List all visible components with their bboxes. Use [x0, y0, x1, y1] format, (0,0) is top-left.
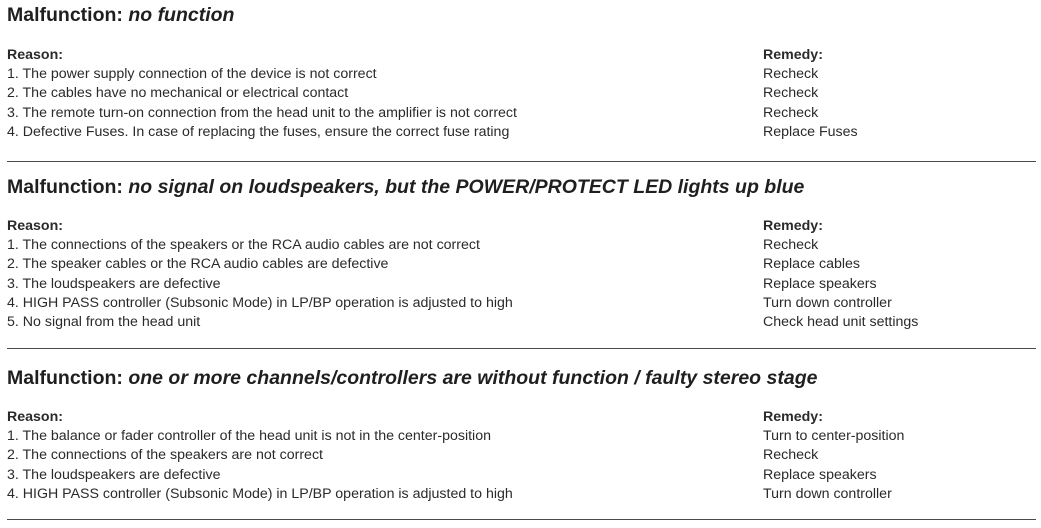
- reason-text: 1. The connections of the speakers or the RCA audio cables are not correct: [7, 237, 480, 253]
- malfunction-rows: [0, 427, 1041, 504]
- malfunction-section-no-signal: [0, 175, 1041, 345]
- table-row: [0, 123, 1041, 142]
- remedy-text: Recheck: [763, 104, 819, 121]
- malfunction-prefix: Malfunction:: [7, 176, 123, 198]
- malfunction-title: one or more channels/controllers are without function / faulty stereo stage: [128, 367, 818, 389]
- reason-text: 4. Defective Fuses. In case of replacing the fuses, ensure the correct fuse rating: [7, 123, 510, 140]
- section-divider: [7, 348, 1036, 349]
- reason-text: 3. The loudspeakers are defective: [7, 275, 221, 292]
- section-divider: [7, 161, 1036, 162]
- reason-text: 4. HIGH PASS controller (Subsonic Mode) in LP/BP operation is adjusted to high: [7, 294, 513, 311]
- remedy-text: Turn to center-position: [763, 428, 905, 444]
- remedy-text: Recheck: [763, 66, 819, 82]
- reason-label: Reason:: [7, 218, 63, 234]
- reason-text: 2. The connections of the speakers are not correct: [7, 447, 323, 464]
- remedy-text: Replace Fuses: [763, 123, 858, 140]
- reason-text: 1. The balance or fader controller of the head unit is not in the center-position: [7, 428, 491, 444]
- malfunction-rows: [0, 236, 1041, 332]
- reason-text: 2. The speaker cables or the RCA audio cables are defective: [7, 256, 389, 273]
- malfunction-rows: [0, 65, 1041, 142]
- reason-text: 3. The remote turn-on connection from the head unit to the amplifier is not correct: [7, 104, 517, 121]
- remedy-text: Check head unit settings: [763, 314, 919, 331]
- malfunction-section-no-function: [0, 3, 1041, 163]
- malfunction-heading: [7, 3, 234, 27]
- table-row: [0, 255, 1041, 274]
- malfunction-title: no signal on loudspeakers, but the POWER/PROTECT LED lights up blue: [128, 176, 805, 198]
- remedy-text: Replace speakers: [763, 275, 877, 292]
- remedy-text: Recheck: [763, 447, 819, 464]
- reason-text: 1. The power supply connection of the device is not correct: [7, 66, 377, 82]
- reason-label: Reason:: [7, 47, 63, 63]
- reason-text: 3. The loudspeakers are defective: [7, 466, 221, 483]
- reason-text: 5. No signal from the head unit: [7, 314, 201, 331]
- section-divider: [7, 519, 1036, 520]
- table-row: [0, 104, 1041, 123]
- remedy-label: Remedy:: [763, 409, 823, 425]
- remedy-text: Recheck: [763, 85, 819, 102]
- table-row: [0, 485, 1041, 504]
- remedy-text: Replace cables: [763, 256, 861, 273]
- remedy-text: Turn down controller: [763, 294, 892, 311]
- reason-label: Reason:: [7, 409, 63, 425]
- table-row: [0, 446, 1041, 465]
- table-row: [0, 275, 1041, 294]
- malfunction-heading: [7, 366, 817, 390]
- table-row: [0, 84, 1041, 103]
- table-row: [0, 466, 1041, 485]
- remedy-label: Remedy:: [763, 47, 823, 63]
- remedy-text: Replace speakers: [763, 466, 877, 483]
- table-row: [0, 313, 1041, 332]
- remedy-text: Recheck: [763, 237, 819, 253]
- reason-text: 2. The cables have no mechanical or electrical contact: [7, 85, 349, 102]
- table-row: [0, 65, 1041, 84]
- malfunction-section-faulty-stereo: [0, 366, 1041, 516]
- table-row: [0, 294, 1041, 313]
- malfunction-heading: [7, 175, 804, 199]
- table-row: [0, 236, 1041, 255]
- table-row: [0, 427, 1041, 446]
- malfunction-title: no function: [128, 4, 235, 26]
- remedy-text: Turn down controller: [763, 485, 892, 502]
- malfunction-prefix: Malfunction:: [7, 367, 123, 389]
- reason-text: 4. HIGH PASS controller (Subsonic Mode) in LP/BP operation is adjusted to high: [7, 485, 513, 502]
- malfunction-prefix: Malfunction:: [7, 4, 123, 26]
- remedy-label: Remedy:: [763, 218, 823, 234]
